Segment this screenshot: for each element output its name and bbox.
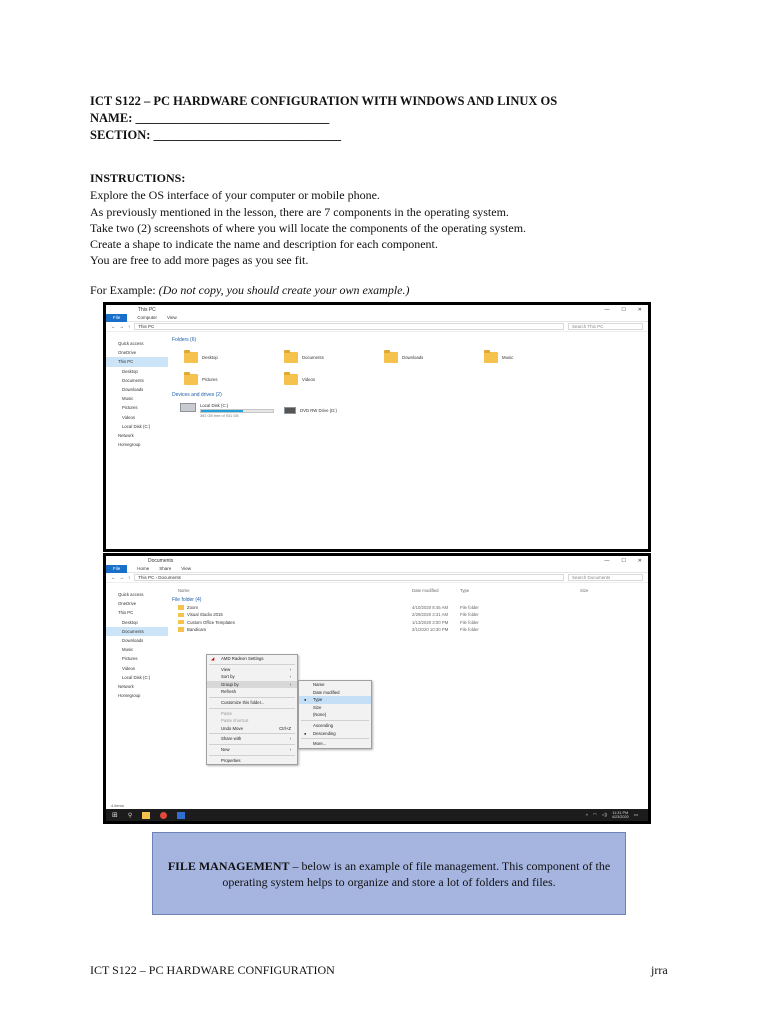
close-icon[interactable]: ✕ xyxy=(637,557,642,564)
title-bar xyxy=(106,556,648,565)
table-row[interactable]: Custom Office Templates 1/13/2020 3:00 PM File folder xyxy=(172,619,648,626)
file-explorer-taskbar-icon[interactable] xyxy=(142,812,150,819)
table-row[interactable]: Visual Studio 2015 2/29/2020 3:31 AM File folder xyxy=(172,611,648,618)
chevron-right-icon: › xyxy=(289,674,291,680)
callout-text: – below is an example of file management. This component of the operating system helps to organize and store a lot of folders and files. xyxy=(222,859,611,889)
chevron-right-icon: › xyxy=(289,746,291,752)
navigation-pane xyxy=(106,333,168,549)
address-bar[interactable]: This PC xyxy=(134,323,564,330)
instruction-line: As previously mentioned in the lesson, there are 7 components in the operating system. xyxy=(90,204,509,219)
minimize-icon[interactable]: — xyxy=(604,306,610,313)
nav-item[interactable]: Quick access xyxy=(118,341,144,346)
footer-course: ICT S122 – PC HARDWARE CONFIGURATION xyxy=(90,963,335,977)
column-type[interactable]: Type xyxy=(460,588,470,593)
nav-item[interactable]: Homegroup xyxy=(118,442,141,448)
menu-item-view[interactable]: View › xyxy=(221,666,291,672)
ribbon xyxy=(106,314,648,322)
folder-icon xyxy=(284,374,298,385)
ribbon-tab-file[interactable]: File xyxy=(106,314,127,322)
folder-icon xyxy=(184,352,198,363)
ribbon-tab-view[interactable]: View xyxy=(167,315,177,320)
folder-tile[interactable]: Pictures xyxy=(184,374,218,385)
amd-icon: ◢ xyxy=(211,656,215,661)
nav-item[interactable]: Homegroup xyxy=(118,693,141,699)
search-icon[interactable]: ⚲ xyxy=(127,812,133,819)
ribbon-tab-view[interactable]: View xyxy=(181,566,191,571)
hard-drive-icon xyxy=(180,403,196,412)
menu-separator xyxy=(209,733,295,734)
menu-item-paste-shortcut[interactable]: Paste shortcut xyxy=(221,718,249,724)
folder-icon xyxy=(184,374,198,385)
nav-item[interactable]: Local Disk (C:) xyxy=(122,674,151,680)
maximize-icon[interactable]: ☐ xyxy=(621,306,626,313)
folder-icon xyxy=(178,627,184,632)
ribbon-tab-computer[interactable]: Computer xyxy=(137,315,158,320)
maximize-icon[interactable]: ☐ xyxy=(621,557,626,564)
instruction-line: Explore the OS interface of your computer or mobile phone. xyxy=(90,188,380,203)
chevron-right-icon: › xyxy=(289,736,291,742)
menu-item-customize[interactable]: Customize this folder... xyxy=(221,699,265,705)
folders-heading[interactable]: Folders (6) xyxy=(172,337,197,343)
folder-tile[interactable]: Documents xyxy=(284,352,324,363)
nav-item[interactable]: OneDrive xyxy=(118,350,137,356)
forward-icon[interactable]: → xyxy=(119,575,124,580)
instructions xyxy=(90,170,650,269)
column-headers xyxy=(172,586,648,596)
up-icon[interactable]: ↑ xyxy=(128,324,131,329)
back-icon[interactable]: ← xyxy=(111,575,116,580)
name-line: NAME: _______________________________ xyxy=(90,111,330,125)
menu-separator xyxy=(301,720,369,721)
context-menu xyxy=(206,654,298,765)
clock[interactable]: 11:31 PM 4/23/2020 xyxy=(611,810,629,819)
explorer-window xyxy=(106,556,648,821)
menu-item-new[interactable]: New › xyxy=(221,746,291,752)
nav-item[interactable]: Quick access xyxy=(118,592,144,597)
nav-item[interactable]: Documents xyxy=(122,377,144,383)
submenu-item-more[interactable]: More... xyxy=(313,741,327,747)
explorer-window xyxy=(106,305,648,549)
column-name[interactable]: Name xyxy=(178,588,190,593)
nav-item[interactable]: Videos xyxy=(122,665,136,671)
folder-icon xyxy=(384,352,398,363)
dvd-drive-icon xyxy=(284,407,296,414)
folder-tile[interactable]: Videos xyxy=(284,374,315,385)
forward-icon[interactable]: → xyxy=(119,324,124,329)
nav-item[interactable]: Local Disk (C:) xyxy=(122,423,151,429)
menu-separator xyxy=(209,744,295,745)
windows-start-icon[interactable]: ⊞ xyxy=(112,812,118,819)
callout-title: FILE MANAGEMENT xyxy=(167,859,290,873)
submenu-item-descending[interactable]: ● Descending xyxy=(299,730,371,738)
column-size[interactable]: Size xyxy=(580,588,589,593)
instruction-line: Take two (2) screenshots of where you will locate the components of the operating system. xyxy=(90,220,527,235)
nav-item[interactable]: Pictures xyxy=(122,405,138,411)
window-title: This PC xyxy=(138,306,156,313)
nav-item[interactable]: Videos xyxy=(122,414,136,420)
folder-icon xyxy=(178,613,184,618)
instruction-line: You are free to add more pages as you see fit. xyxy=(90,253,309,268)
chrome-taskbar-icon[interactable] xyxy=(160,812,167,819)
submenu-item-type[interactable]: ● Type xyxy=(299,696,371,704)
nav-item[interactable]: Downloads xyxy=(122,637,144,643)
menu-item-paste[interactable]: Paste xyxy=(221,710,232,716)
disk-usage-bar xyxy=(200,409,274,413)
menu-item-amd[interactable]: ◢ AMD Radeon Settings xyxy=(211,656,264,661)
close-icon[interactable]: ✕ xyxy=(637,306,642,313)
chevron-right-icon: › xyxy=(289,681,291,687)
example-note: (Do not copy, you should create your own example.) xyxy=(158,283,410,297)
folder-icon xyxy=(178,620,184,625)
title-bar xyxy=(106,305,648,314)
nav-item[interactable]: Desktop xyxy=(122,619,138,625)
example-label: For Example: xyxy=(90,283,159,297)
ribbon-tab-file[interactable]: File xyxy=(106,565,127,573)
nav-item[interactable]: Documents xyxy=(106,627,168,636)
screenshot-documents xyxy=(103,553,651,824)
nav-item[interactable]: OneDrive xyxy=(118,601,137,607)
menu-separator xyxy=(209,664,295,665)
nav-item[interactable]: Network xyxy=(118,683,134,689)
taskbar xyxy=(106,809,648,821)
content-pane xyxy=(172,335,648,549)
window-title: Documents xyxy=(148,557,174,564)
nav-item[interactable]: Desktop xyxy=(122,368,138,374)
nav-item[interactable]: Pictures xyxy=(122,656,138,662)
ribbon-tab-share[interactable]: Share xyxy=(159,566,172,571)
nav-item[interactable]: Network xyxy=(118,432,134,438)
menu-item-refresh[interactable]: Refresh xyxy=(221,689,237,695)
search-box[interactable]: Search Documents xyxy=(568,574,643,581)
navigation-pane xyxy=(106,584,168,821)
wifi-icon[interactable]: ◠ xyxy=(592,812,597,817)
ribbon xyxy=(106,565,648,573)
nav-item[interactable]: This PC xyxy=(118,610,134,616)
submenu-item-ascending[interactable]: Ascending xyxy=(313,722,334,728)
folder-icon xyxy=(284,352,298,363)
menu-item-properties[interactable]: Properties xyxy=(221,757,241,763)
back-icon[interactable]: ← xyxy=(111,324,116,329)
menu-separator xyxy=(209,697,295,698)
menu-item-undo-move[interactable]: Undo Move Ctrl+Z xyxy=(221,725,291,731)
table-row[interactable]: Bandicam 2/1/2020 10:30 PM File folder xyxy=(172,626,648,633)
search-box[interactable]: Search This PC xyxy=(568,323,643,330)
devices-heading[interactable]: Devices and drives (2) xyxy=(172,392,222,398)
column-date[interactable]: Date modified xyxy=(412,588,439,593)
document-header xyxy=(90,93,557,144)
folder-tile[interactable]: Music xyxy=(484,352,513,363)
folder-tile[interactable]: Desktop xyxy=(184,352,218,363)
address-bar[interactable]: This PC › Documents xyxy=(134,574,564,581)
folder-tile[interactable]: Downloads xyxy=(384,352,423,363)
menu-item-group-by[interactable]: Group by › xyxy=(207,681,297,689)
status-bar: 4 items xyxy=(111,803,124,808)
drive-d-tile[interactable]: DVD RW Drive (D:) xyxy=(284,407,337,414)
address-row xyxy=(106,322,648,332)
address-row xyxy=(106,573,648,583)
nav-item[interactable]: This PC xyxy=(106,357,168,366)
menu-separator xyxy=(209,708,295,709)
course-title: ICT S122 – PC HARDWARE CONFIGURATION WITH WINDOWS AND LINUX OS xyxy=(90,94,558,108)
screenshot-this-pc xyxy=(103,302,651,552)
menu-item-sort-by[interactable]: Sort by › xyxy=(221,674,291,680)
ribbon-tab-home[interactable]: Home xyxy=(137,566,150,571)
menu-separator xyxy=(209,755,295,756)
submenu-item-size[interactable]: Size xyxy=(313,704,322,710)
instructions-heading: INSTRUCTIONS: xyxy=(90,171,186,185)
nav-item[interactable]: Music xyxy=(122,647,134,653)
footer-initials: jrra xyxy=(651,963,668,977)
menu-item-share-with[interactable]: Share with › xyxy=(221,736,291,742)
drive-c-tile[interactable]: Local Disk (C:) 392 GB free of 931 GB xyxy=(180,403,274,418)
example-line xyxy=(90,283,409,298)
chevron-right-icon: › xyxy=(289,666,291,672)
up-icon[interactable]: ↑ xyxy=(128,575,131,580)
instruction-line: Create a shape to indicate the name and description for each component. xyxy=(90,237,438,252)
nav-item[interactable]: Music xyxy=(122,396,134,402)
app-taskbar-icon[interactable] xyxy=(177,812,185,819)
volume-icon[interactable]: ◁) xyxy=(601,812,607,817)
section-line: SECTION: ______________________________ xyxy=(90,128,342,142)
system-tray xyxy=(586,811,648,820)
group-by-submenu xyxy=(298,680,372,749)
submenu-item-date-modified[interactable]: Date modified xyxy=(313,689,340,695)
minimize-icon[interactable]: — xyxy=(604,557,610,564)
file-management-callout xyxy=(152,832,626,915)
table-row[interactable]: Zoom 4/10/2020 8:45 AM File folder xyxy=(172,604,648,611)
folder-icon xyxy=(178,605,184,610)
group-heading[interactable]: File folder (4) xyxy=(172,597,202,603)
submenu-item-none[interactable]: (None) xyxy=(313,712,327,718)
notifications-icon[interactable]: ▭ xyxy=(633,812,638,817)
nav-item[interactable]: Downloads xyxy=(122,386,144,392)
folder-icon xyxy=(484,352,498,363)
submenu-item-name[interactable]: Name xyxy=(313,682,325,687)
chevron-up-icon[interactable]: ^ xyxy=(585,812,588,818)
menu-separator xyxy=(301,738,369,739)
